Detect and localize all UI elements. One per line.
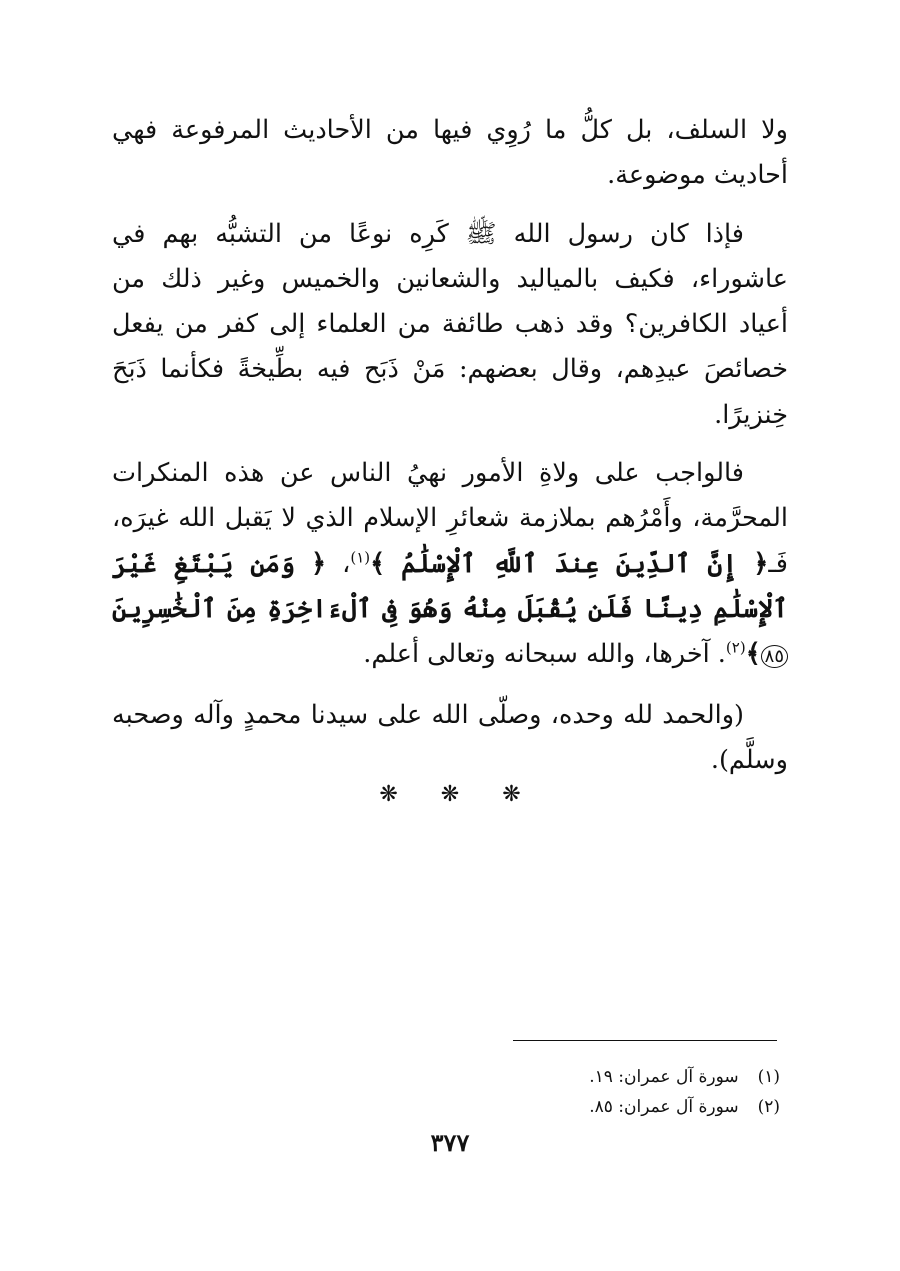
ayah-number-marker: ٨٥ xyxy=(761,645,788,668)
footnote-ref-2: (٢) xyxy=(725,638,746,657)
section-divider-stars xyxy=(0,782,900,807)
star-ornament-icon: ❋ xyxy=(440,782,460,807)
paragraph-4: (والحمد لله وحده، وصلّى الله على سيدنا محمدٍ وآله وصحبه وسلَّم). xyxy=(112,699,788,775)
star-ornament-icon: ❋ xyxy=(502,782,521,807)
paragraph-3-outro: . آخرها، والله سبحانه وتعالى أعلم. xyxy=(363,639,726,670)
verse-2-close-bracket: ﴾ xyxy=(745,639,761,670)
paragraph-3-intro: فالواجب على ولاةِ الأمور نهيُ الناس عن هذه المنكرات المحرَّمة، وأَمْرُهم بملازمة شعائرِ الإسلام الذي لا يَقبل الله غيرَه، فَـ xyxy=(112,458,788,579)
footnote-2-number: (٢) xyxy=(757,1097,780,1117)
verse-2-open-bracket: ﴿ xyxy=(311,548,327,579)
paragraph-1: ولا السلف، بل كلُّ ما رُوِي فيها من الأحاديث المرفوعة فهي أحاديث موضوعة. xyxy=(112,115,788,191)
footnote-1-text: سورة آل عمران: ١٩. xyxy=(589,1067,739,1087)
page-body xyxy=(112,108,788,796)
footnote-2 xyxy=(300,1092,780,1122)
footnote-1-number: (١) xyxy=(757,1067,780,1087)
paragraph-3 xyxy=(112,451,788,679)
footnote-1 xyxy=(300,1062,780,1092)
footnote-ref-1: (١) xyxy=(350,548,371,567)
paragraph-2: فإذا كان رسول الله ﷺ كَرِه نوعًا من التشبُّه بهم في عاشوراء، فكيف بالمياليد والشعانين والخميس وغير ذلك من أعياد الكافرين؟ وقد ذهب طائفة من العلماء إلى كفر من يفعل خصائصَ عيدِهم، وقال بعضهم: مَنْ ذَبَح فيه بطِّيخةً فكأنما ذَبَحَ خِنزيرًا. xyxy=(112,218,788,430)
quran-verse-2: وَمَن يَبْتَغِ غَيْرَ ٱلْإِسْلَٰمِ دِينًا فَلَن يُقْبَلَ مِنْهُ وَهُوَ فِى ٱلْءَاخِرَةِ مِنَ ٱلْخَٰسِرِينَ xyxy=(112,548,788,624)
verse-1-close-bracket: ﴾ xyxy=(370,548,386,579)
quran-verse-1: إِنَّ ٱلدِّينَ عِندَ ٱللَّهِ ٱلْإِسْلَٰمُ xyxy=(401,548,738,579)
footnote-separator-line xyxy=(513,1040,777,1041)
verse-separator: ، xyxy=(326,548,351,579)
verse-1-open-bracket: ﴿ xyxy=(753,548,769,579)
star-ornament-icon: ❋ xyxy=(379,782,398,807)
footnotes xyxy=(300,1062,780,1122)
footnote-2-text: سورة آل عمران: ٨٥. xyxy=(589,1097,739,1117)
page-number: ٣٧٧ xyxy=(430,1128,470,1157)
